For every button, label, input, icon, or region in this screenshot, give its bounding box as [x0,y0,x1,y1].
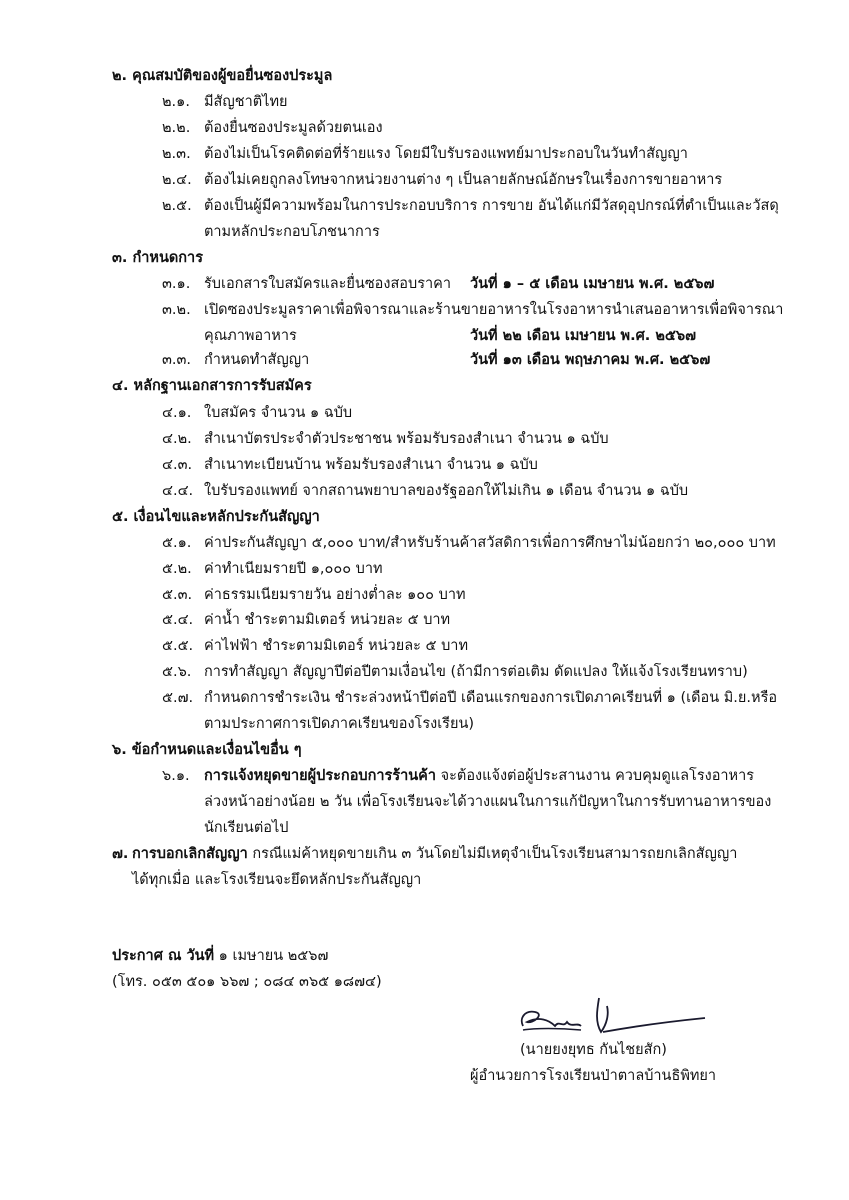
list-item [162,300,783,320]
list-item [162,688,777,708]
item-continuation: ล่วงหน้าอย่างน้อย ๒ วัน เพื่อโรงเรียนจะได้วางแผนในการแก้ปัญหาในการรับทานอาหารของ [204,794,772,810]
announcement-date [112,946,328,966]
list-item [162,610,450,630]
item-text: กำหนดทำสัญญา [204,352,310,368]
item-text: ค่าประกันสัญญา ๕,๐๐๐ บาท/สำหรับร้านค้าสวัสดิการเพื่อการศึกษาไม่น้อยกว่า ๒๐,๐๐๐ บาท [204,535,776,551]
signatory-title: ผู้อำนวยการโรงเรียนป่าตาลบ้านธิพิทยา [470,1068,717,1084]
item-bold-text: การแจ้งหยุดขายผู้ประกอบการร้านค้า [204,768,437,784]
item-text: รับเอกสารใบสมัครและยื่นซองสอบราคา [204,276,451,292]
item-continuation: ได้ทุกเมื่อ และโรงเรียนจะยึดหลักประกันสัญญา [132,872,422,888]
item-number: ๒.๑. [162,94,190,110]
signatory-name: (นายยงยุทธ กันไชยสัก) [520,1042,667,1058]
item-number: ๔.๒. [162,431,192,447]
item-text: เปิดซองประมูลราคาเพื่อพิจารณาและร้านขายอาหารในโรงอาหารนำเสนออาหารเพื่อพิจารณา [204,302,784,318]
item-text: กรณีแม่ค้าหยุดขายเกิน ๓ วันโดยไม่มีเหตุจำเป็นโรงเรียนสามารถยกเลิกสัญญา [247,846,738,862]
contact-phone: (โทร. ๐๕๓ ๕๐๑ ๖๖๗ ; ๐๘๔ ๓๖๕ ๑๘๗๔) [112,974,382,990]
list-item [162,559,383,579]
list-item [162,585,466,605]
item-text: ต้องเป็นผู้มีความพร้อมในการประกอบบริการ การขาย อันได้แก่มีวัสดุอุปกรณ์ที่ตำเป็นและวัสดุ [204,198,779,214]
item-text: ค่าธรรมเนียมรายวัน อย่างต่ำละ ๑๐๐ บาท [204,587,466,603]
list-item [162,196,779,216]
list-item [162,144,688,164]
item-number: ๕.๔. [162,612,194,628]
item-number: ๓.๑. [162,276,191,292]
item-text: สำเนาทะเบียนบ้าน พร้อมรับรองสำเนา จำนวน ๑ ฉบับ [204,457,538,473]
item-number: ๕.๓. [162,587,193,603]
list-item [162,481,688,501]
item-number: ๗. [112,846,129,862]
item-number: ๕.๗. [162,690,194,706]
list-item [162,455,538,475]
item-number: ๓.๒. [162,302,191,318]
item-text: จะต้องแจ้งต่อผู้ประสานงาน ควบคุมดูแลโรงอาหาร [436,768,755,784]
announcement-label: ประกาศ ณ วันที่ [112,948,215,964]
schedule-date: วันที่ ๑ – ๕ เดือน เมษายน พ.ศ. ๒๕๖๗ [470,276,715,292]
section-6-heading: ๖. ข้อกำหนดและเงื่อนไขอื่น ๆ [112,742,302,758]
item-number: ๒.๕. [162,198,192,214]
section-7 [112,844,737,864]
section-3-heading: ๓. กำหนดการ [112,250,203,266]
item-continuation: นักเรียนต่อไป [204,820,289,836]
item-number: ๔.๓. [162,457,193,473]
item-text: การทำสัญญา สัญญาปีต่อปีตามเงื่อนไข (ถ้ามีการต่อเติม ดัดแปลง ให้แจ้งโรงเรียนทราบ) [204,664,748,680]
item-text: ค่าทำเนียมรายปี ๑,๐๐๐ บาท [204,561,383,577]
item-number: ๖.๑. [162,768,190,784]
list-item [162,429,609,449]
item-text: ใบรับรองแพทย์ จากสถานพยาบาลของรัฐออกให้ไม่เกิน ๑ เดือน จำนวน ๑ ฉบับ [204,483,689,499]
list-item [162,533,776,553]
schedule-date: วันที่ ๒๒ เดือน เมษายน พ.ศ. ๒๕๖๗ [470,328,697,344]
list-item [162,118,383,138]
list-item [162,92,288,112]
list-item [162,766,754,786]
list-item [162,350,309,370]
item-continuation: ตามหลักประกอบโภชนาการ [204,224,380,240]
announcement-date-text: ๑ เมษายน ๒๕๖๗ [214,948,329,964]
item-text: มีสัญชาติไทย [204,94,288,110]
signature-image [515,992,715,1042]
item-text: ค่าน้ำ ชำระตามมิเตอร์ หน่วยละ ๕ บาท [204,612,451,628]
item-number: ๒.๒. [162,120,191,136]
item-text: ค่าไฟฟ้า ชำระตามมิเตอร์ หน่วยละ ๕ บาท [204,638,469,654]
item-number: ๕.๕. [162,638,194,654]
item-continuation: คุณภาพอาหาร [204,328,297,344]
schedule-date: วันที่ ๑๓ เดือน พฤษภาคม พ.ศ. ๒๕๖๗ [470,352,711,368]
list-item [162,274,451,294]
list-item [162,170,722,190]
item-continuation: ตามประกาศการเปิดภาคเรียนของโรงเรียน) [204,716,475,732]
item-number: ๕.๑. [162,535,192,551]
item-number: ๕.๒. [162,561,192,577]
item-text: ต้องไม่เคยถูกลงโทษจากหน่วยงานต่าง ๆ เป็นลายลักษณ์อักษรในเรื่องการขายอาหาร [204,172,723,188]
item-number: ๔.๑. [162,405,192,421]
item-bold-text: การบอกเลิกสัญญา [132,846,248,862]
list-item [162,662,748,682]
item-number: ๒.๓. [162,146,191,162]
item-number: ๒.๔. [162,172,192,188]
item-text: ต้องยื่นซองประมูลด้วยตนเอง [204,120,383,136]
list-item [162,636,468,656]
item-text: สำเนาบัตรประจำตัวประชาชน พร้อมรับรองสำเนา จำนวน ๑ ฉบับ [204,431,609,447]
item-text: ใบสมัคร จำนวน ๑ ฉบับ [204,405,353,421]
section-5-heading: ๕. เงื่อนไขและหลักประกันสัญญา [112,509,320,525]
item-number: ๔.๔. [162,483,194,499]
item-number: ๓.๓. [162,352,192,368]
item-text: กำหนดการชำระเงิน ชำระล่วงหน้าปีต่อปี เดือนแรกของการเปิดภาคเรียนที่ ๑ (เดือน มิ.ย.หรือ [204,690,778,706]
item-number: ๕.๖. [162,664,192,680]
section-4-heading: ๔. หลักฐานเอกสารการรับสมัคร [112,378,312,394]
section-2-heading: ๒. คุณสมบัติของผู้ขอยื่นซองประมูล [112,68,333,84]
list-item [162,403,352,423]
item-text: ต้องไม่เป็นโรคติดต่อที่ร้ายแรง โดยมีใบรับรองแพทย์มาประกอบในวันทำสัญญา [204,146,688,162]
